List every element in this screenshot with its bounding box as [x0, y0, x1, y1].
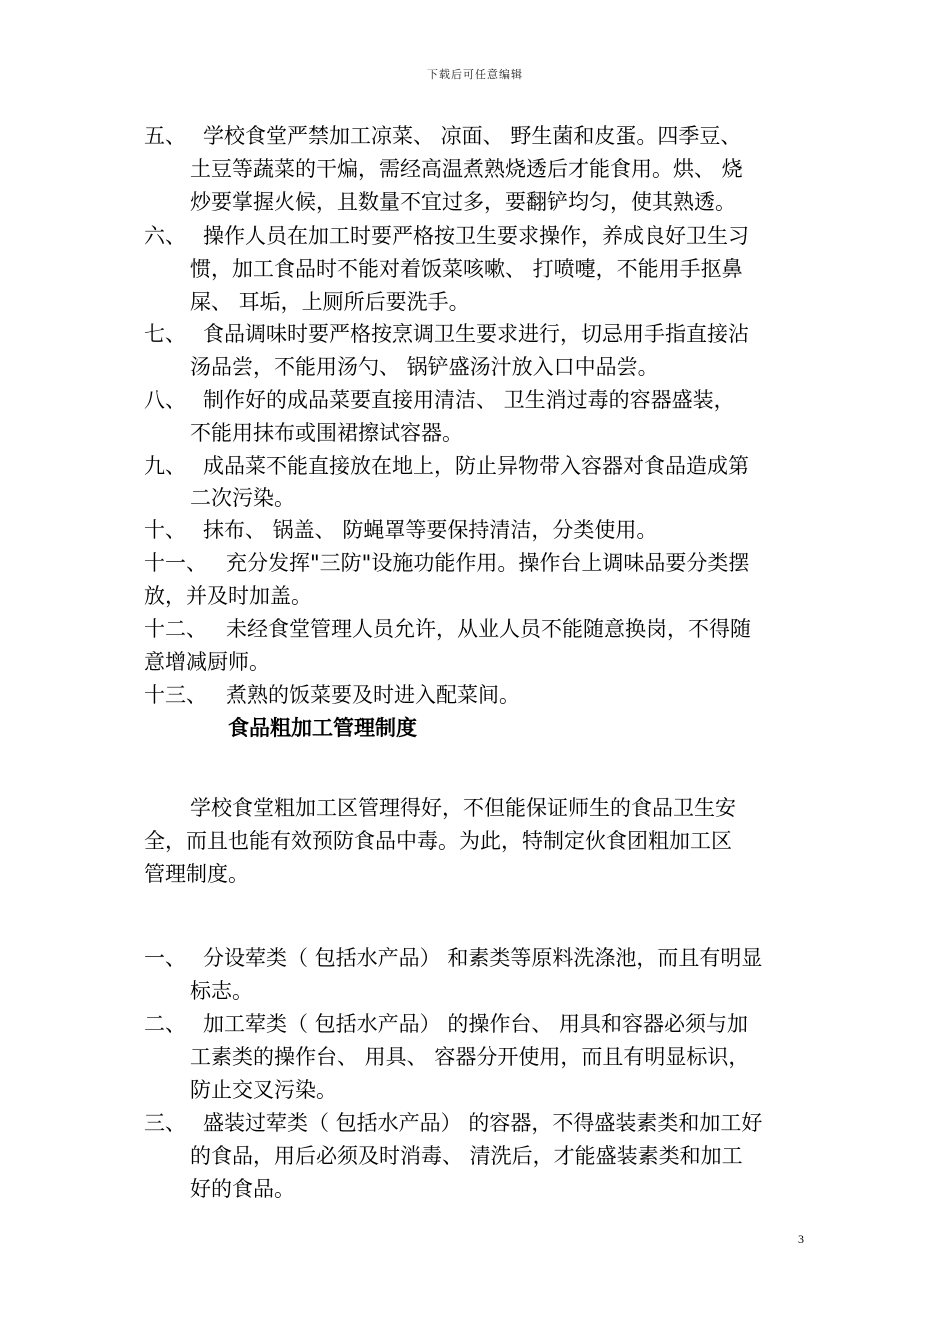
list-item: [144, 450, 186, 482]
list-item: [144, 514, 186, 546]
item-number: 九、: [144, 454, 186, 478]
list-item: [144, 547, 207, 579]
item-number: 十、: [144, 518, 186, 542]
list-item: [144, 384, 186, 416]
intro-line: 学校食堂粗加工区管理得好，不但能保证师生的食品卫生安: [190, 796, 736, 820]
list-item: [144, 120, 186, 152]
item-text-line: 二次污染。: [190, 486, 295, 510]
item-text-line: 学校食堂严禁加工凉菜、 凉面、 野生菌和皮蛋。四季豆、: [203, 124, 742, 148]
item-text-line: 成品菜不能直接放在地上，防止异物带入容器对食品造成第: [203, 454, 749, 478]
item-text-line: 不能用抹布或围裙擦试容器。: [190, 421, 463, 445]
item-text-line: 煮熟的饭菜要及时进入配菜间。: [226, 683, 520, 707]
list-item: [144, 679, 207, 711]
list-item: [144, 318, 186, 350]
page-number: 3: [798, 1232, 804, 1246]
item-text-line: 分设荤类（ 包括水产品） 和素类等原料洗涤池，而且有明显: [203, 946, 763, 970]
item-number: 十三、: [144, 683, 207, 707]
list-item: [144, 220, 186, 252]
list-item: [144, 942, 186, 974]
item-text-line: 制作好的成品菜要直接用清洁、 卫生消过毒的容器盛装，: [203, 388, 735, 412]
item-text-line: 抹布、 锅盖、 防蝇罩等要保持清洁，分类使用。: [203, 518, 658, 542]
item-number: 八、: [144, 388, 186, 412]
item-number: 一、: [144, 946, 186, 970]
item-text-line: 盛装过荤类（ 包括水产品） 的容器，不得盛装素类和加工好: [203, 1111, 763, 1135]
section-title: 食品粗加工管理制度: [228, 716, 417, 740]
item-text-line: 未经食堂管理人员允许，从业人员不能随意换岗，不得随: [226, 617, 751, 641]
item-number: 二、: [144, 1012, 186, 1036]
item-text-line: 意增减厨师。: [144, 650, 270, 674]
item-text-line: 屎、 耳垢，上厕所后要洗手。: [190, 290, 470, 314]
item-number: 十一、: [144, 551, 207, 575]
item-text-line: 加工荤类（ 包括水产品） 的操作台、 用具和容器必须与加: [203, 1012, 749, 1036]
item-text-line: 防止交叉污染。: [190, 1078, 337, 1102]
item-text-line: 工素类的操作台、 用具、 容器分开使用，而且有明显标识，: [190, 1045, 750, 1069]
list-item: [144, 613, 207, 645]
page-header: 下载后可任意编辑: [427, 68, 523, 81]
list-item: [144, 1008, 186, 1040]
item-text-line: 食品调味时要严格按烹调卫生要求进行，切忌用手指直接沾: [203, 322, 749, 346]
item-text-line: 好的食品。: [190, 1177, 295, 1201]
item-number: 三、: [144, 1111, 186, 1135]
item-text-line: 充分发挥"三防"设施功能作用。操作台上调味品要分类摆: [226, 551, 750, 575]
item-number: 五、: [144, 124, 186, 148]
item-number: 七、: [144, 322, 186, 346]
item-text-line: 的食品，用后必须及时消毒、 清洗后，才能盛装素类和加工: [190, 1144, 743, 1168]
item-text-line: 操作人员在加工时要严格按卫生要求操作，养成良好卫生习: [203, 224, 749, 248]
item-number: 十二、: [144, 617, 207, 641]
list-item: [144, 1107, 186, 1139]
item-text-line: 放，并及时加盖。: [144, 584, 312, 608]
intro-line: 管理制度。: [144, 862, 249, 886]
item-text-line: 土豆等蔬菜的干煸，需经高温煮熟烧透后才能食用。烘、 烧: [190, 157, 743, 181]
item-number: 六、: [144, 224, 186, 248]
item-text-line: 炒要掌握火候，且数量不宜过多，要翻铲均匀，使其熟透。: [190, 190, 736, 214]
intro-line: 全，而且也能有效预防食品中毒。为此，特制定伙食团粗加工区: [144, 829, 732, 853]
item-text-line: 汤品尝，不能用汤勺、 锅铲盛汤汁放入口中品尝。: [190, 355, 659, 379]
item-text-line: 标志。: [190, 979, 253, 1003]
item-text-line: 惯，加工食品时不能对着饭菜咳嗽、 打喷嚏，不能用手抠鼻: [190, 257, 743, 281]
